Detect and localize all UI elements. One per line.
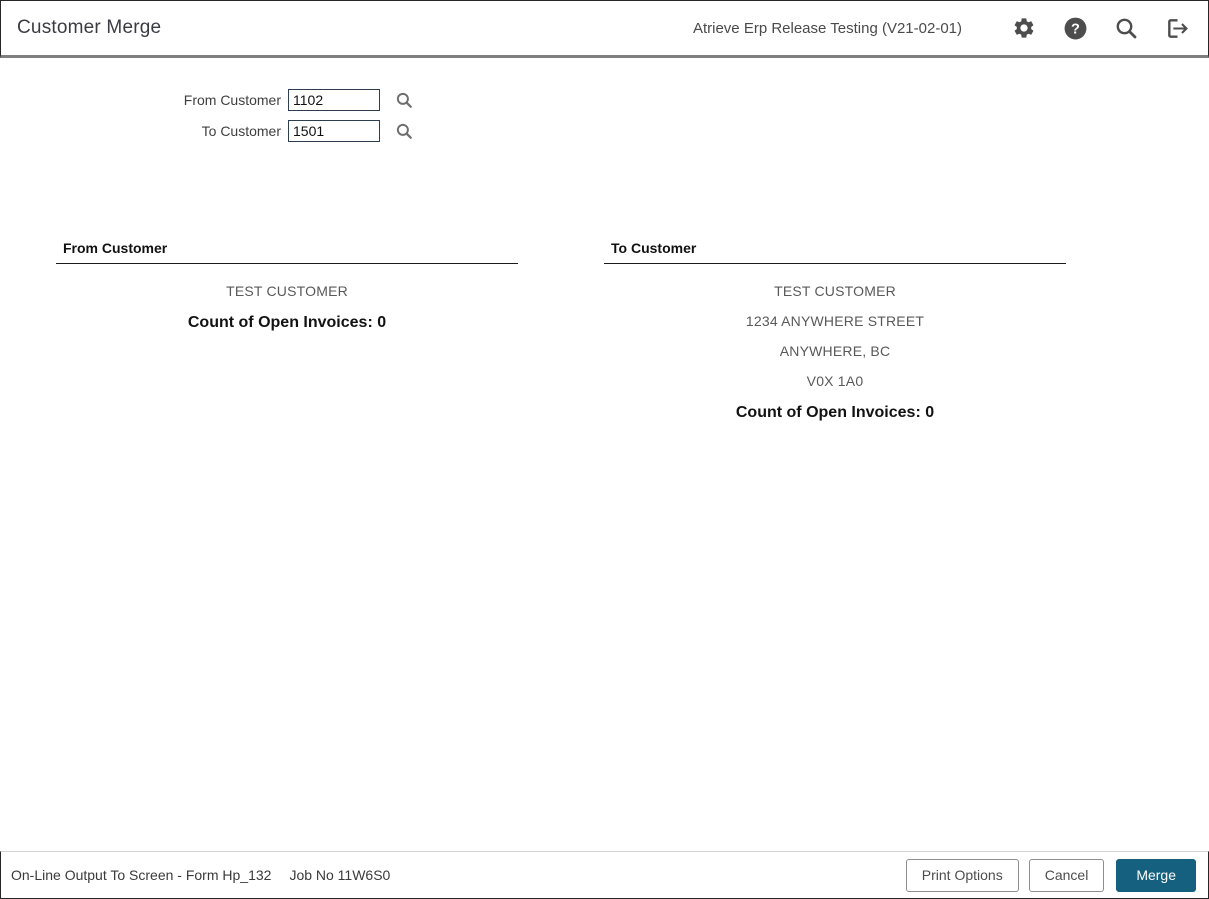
from-customer-panel-heading: From Customer (56, 240, 518, 264)
svg-text:?: ? (1070, 21, 1080, 38)
from-customer-name: TEST CUSTOMER (226, 283, 348, 299)
to-customer-name: TEST CUSTOMER (774, 283, 896, 299)
from-customer-label: From Customer (183, 92, 281, 108)
merge-button[interactable]: Merge (1116, 859, 1196, 892)
to-customer-street: 1234 ANYWHERE STREET (745, 313, 925, 329)
main-content (0, 58, 1209, 851)
print-options-button[interactable]: Print Options (906, 859, 1019, 892)
from-customer-input[interactable] (288, 89, 380, 111)
to-customer-open-invoices-count: Count of Open Invoices: 0 (735, 404, 935, 421)
from-customer-open-invoices-count: Count of Open Invoices: 0 (187, 314, 387, 331)
output-status: On-Line Output To Screen - Form Hp_132 (11, 867, 272, 883)
logout-icon[interactable] (1164, 15, 1190, 41)
to-customer-search-icon[interactable] (395, 122, 413, 140)
to-customer-city: ANYWHERE, BC (779, 343, 891, 359)
from-customer-search-icon[interactable] (395, 91, 413, 109)
from-customer-panel (56, 240, 518, 340)
to-customer-panel (604, 240, 1066, 430)
to-customer-panel-heading: To Customer (604, 240, 1066, 264)
to-customer-panel-body (604, 264, 1066, 430)
header-right-group (693, 15, 1190, 41)
to-customer-label: To Customer (201, 123, 281, 139)
to-customer-row (0, 120, 413, 142)
cancel-button[interactable]: Cancel (1029, 859, 1105, 892)
help-icon[interactable] (1062, 15, 1088, 41)
search-icon[interactable] (1113, 15, 1139, 41)
from-customer-panel-body (56, 264, 518, 340)
app-header (0, 0, 1209, 58)
merge-form (0, 89, 413, 151)
gear-icon[interactable] (1011, 15, 1037, 41)
page-title: Customer Merge (17, 17, 162, 38)
environment-label: Atrieve Erp Release Testing (V21-02-01) (692, 19, 962, 37)
footer-bar (0, 851, 1209, 899)
status-text (11, 867, 390, 883)
footer-buttons (896, 859, 1196, 892)
from-customer-row (0, 89, 413, 111)
to-customer-postal-code: V0X 1A0 (806, 373, 864, 389)
to-customer-input[interactable] (288, 120, 380, 142)
job-number: Job No 11W6S0 (289, 867, 391, 883)
